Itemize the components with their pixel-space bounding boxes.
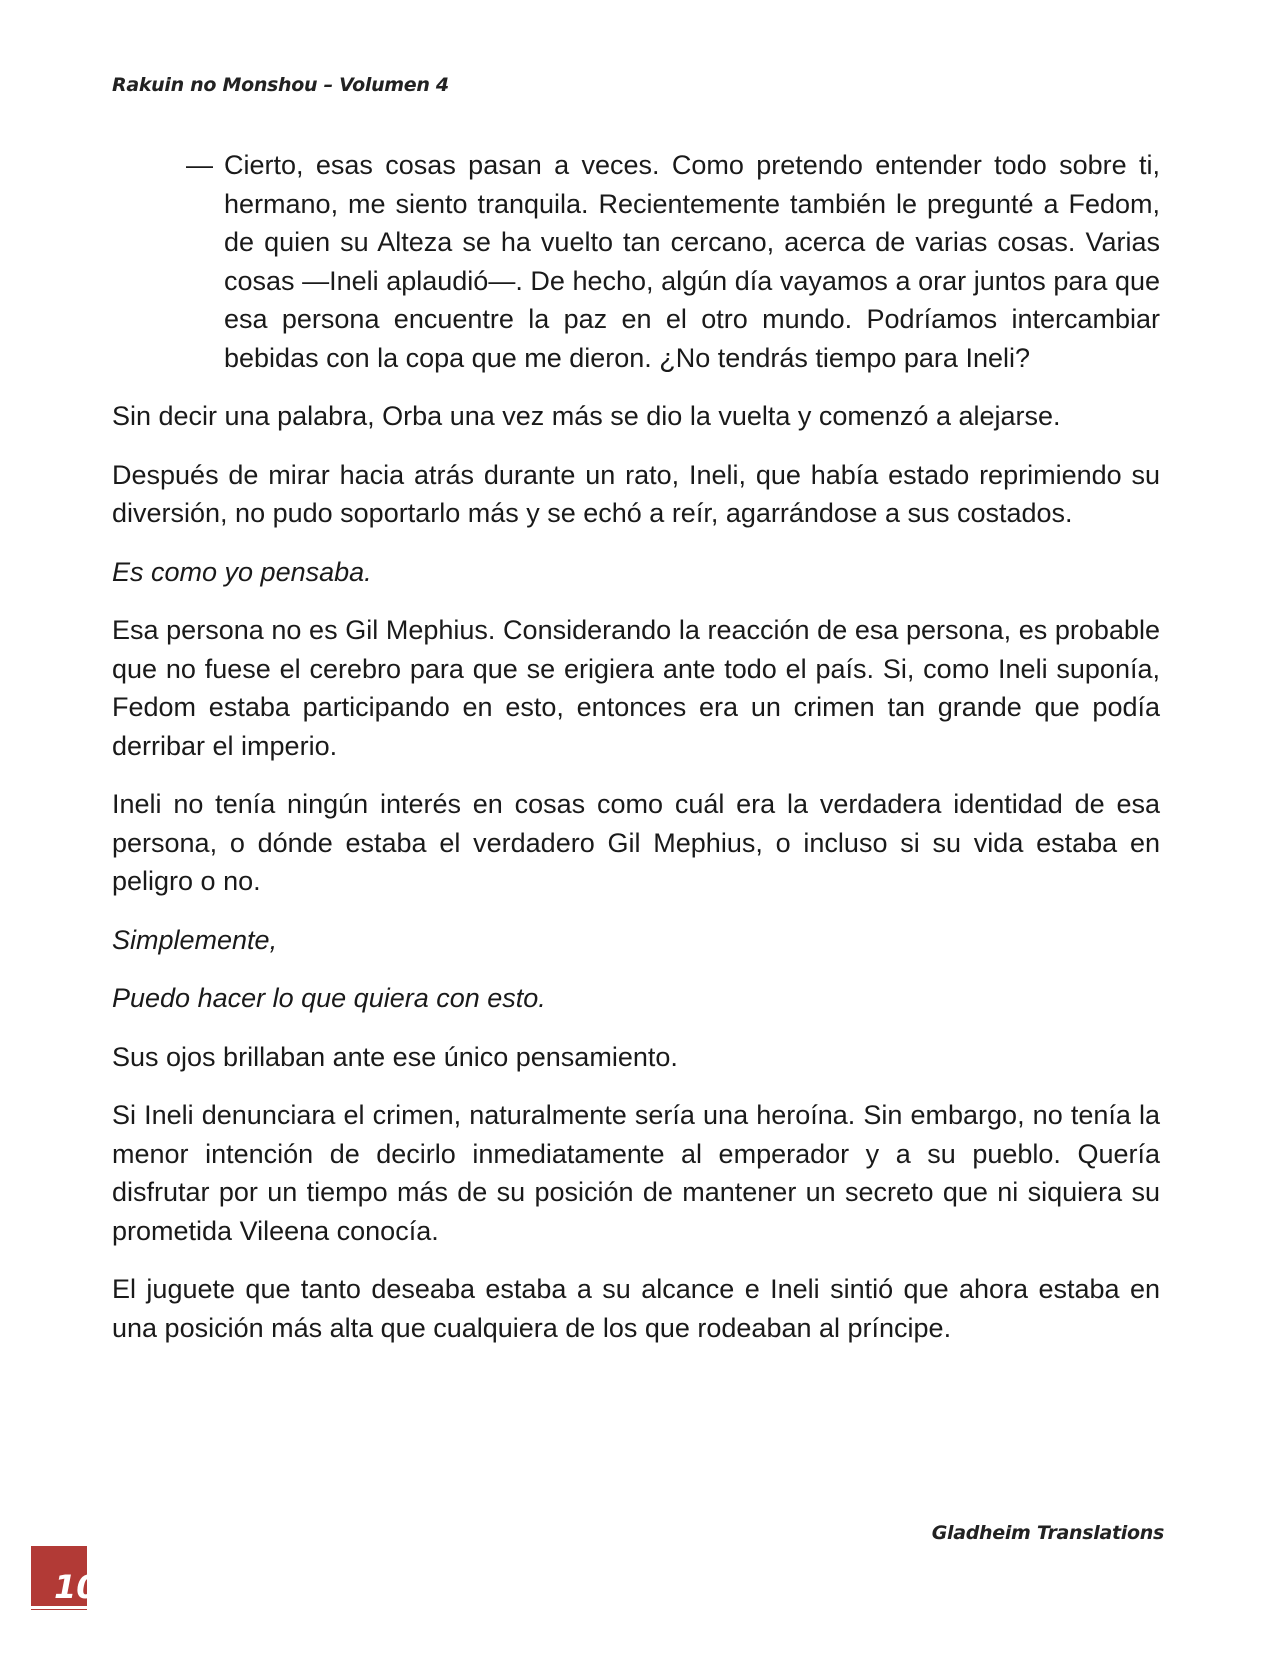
translator-credit: Gladheim Translations	[931, 1522, 1164, 1544]
dialogue-dash: —	[186, 150, 213, 180]
paragraph-8: Sus ojos brillaban ante ese único pensamiento.	[112, 1041, 678, 1072]
paragraph-3-thought: Es como yo pensaba.	[112, 556, 372, 587]
dialogue-text: Cierto, esas cosas pasan a veces. Como pretendo entender todo sobre ti, hermano, me siento tranquila. Recientemente también le pregunté a Fedom, de quien su Alteza se ha vuelto tan cercano, acerca de varias cosas. Varias cosas —Ineli aplaudió—. De hecho, algún día vayamos a orar juntos para que esa persona encuentre la paz en el otro mundo. Podríamos intercambiar bebidas con la copa que me dieron. ¿No tendrás tiempo para Ineli?	[224, 150, 1160, 373]
paragraph-7-thought: Puedo hacer lo que quiera con esto.	[112, 983, 546, 1013]
page-number-badge	[31, 1546, 99, 1610]
paragraph-9: Si Ineli denunciara el crimen, naturalmente sería una heroína. Sin embargo, no tenía la menor intención de decirlo inmediatamente al emperador y a su pueblo. Quería disfrutar por un tiempo más de su posición de mantener un secreto que ni siquiera su prometida Vileena conocía.	[112, 1100, 1160, 1246]
dialogue-paragraph	[112, 146, 1160, 377]
page-body	[112, 146, 1160, 1367]
page-number-underline	[31, 1606, 87, 1609]
paragraph-10: El juguete que tanto deseaba estaba a su alcance e Ineli sintió que ahora estaba en una posición más alta que cualquiera de los que rodeaban al príncipe.	[112, 1274, 1160, 1343]
page-number: 10	[54, 1568, 99, 1606]
paragraph-5: Ineli no tenía ningún interés en cosas como cuál era la verdadera identidad de esa persona, o dónde estaba el verdadero Gil Mephius, o incluso si su vida estaba en peligro o no.	[112, 789, 1160, 896]
paragraph-4: Esa persona no es Gil Mephius. Considerando la reacción de esa persona, es probable que no fuese el cerebro para que se erigiera ante todo el país. Si, como Ineli suponía, Fedom estaba participando en esto, entonces era un crimen tan grande que podía derribar el imperio.	[112, 615, 1160, 761]
running-header: Rakuin no Monshou – Volumen 4	[112, 74, 449, 96]
paragraph-2: Después de mirar hacia atrás durante un rato, Ineli, que había estado reprimiendo su diversión, no pudo soportarlo más y se echó a reír, agarrándose a sus costados.	[112, 459, 1160, 528]
paragraph-6-thought: Simplemente,	[112, 924, 278, 955]
paragraph-1: Sin decir una palabra, Orba una vez más se dio la vuelta y comenzó a alejarse.	[112, 401, 1061, 431]
